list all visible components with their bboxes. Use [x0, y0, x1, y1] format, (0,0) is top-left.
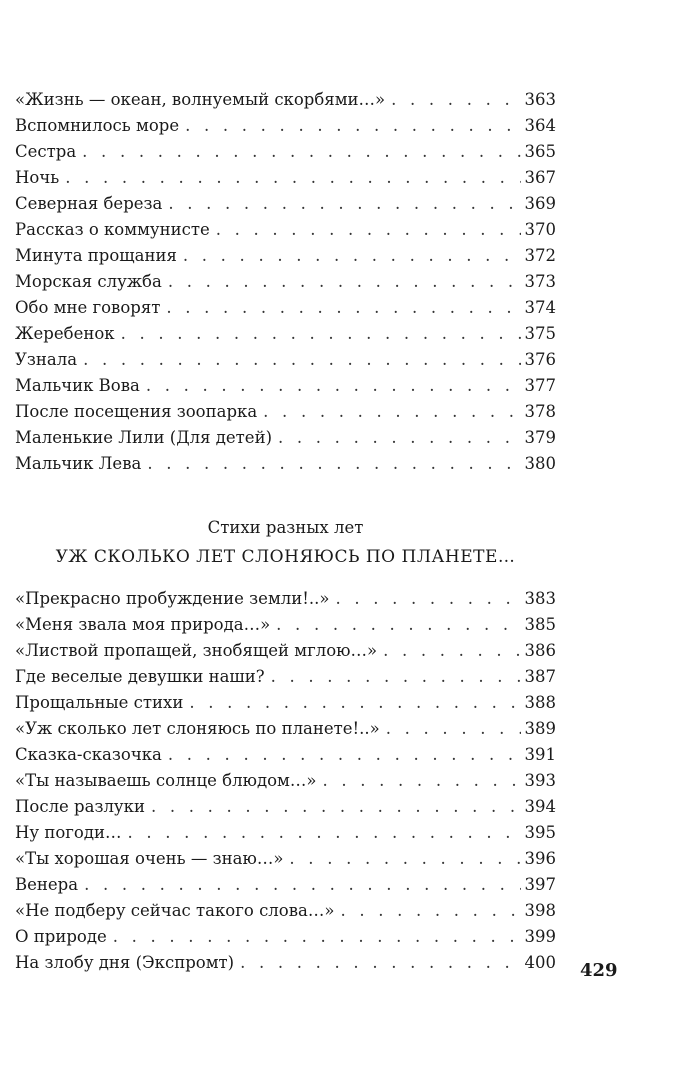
toc-entry [15, 139, 556, 165]
toc-entry [15, 742, 556, 768]
toc-entry [15, 113, 556, 139]
toc-entry [15, 217, 556, 243]
toc-entry-page: 387 [524, 667, 556, 686]
toc-entry [15, 347, 556, 373]
toc-entry [15, 586, 556, 612]
dot-leader [183, 243, 521, 269]
dot-leader [128, 820, 521, 846]
toc-entry-page: 399 [524, 927, 556, 946]
toc-entry-page: 396 [524, 849, 556, 868]
toc-entry-title: Прощальные стихи [15, 693, 184, 712]
toc-entry-page: 393 [524, 771, 556, 790]
toc-entry-page: 376 [524, 350, 556, 369]
toc-entry [15, 768, 556, 794]
section-subtitle: Стихи разных лет [207, 518, 364, 537]
dot-leader [322, 768, 520, 794]
toc-entry [15, 794, 556, 820]
dot-leader [271, 664, 521, 690]
toc-entry-page: 363 [524, 90, 556, 109]
dot-leader [185, 113, 520, 139]
toc-entry-page: 386 [524, 641, 556, 660]
toc-entry-page: 383 [524, 589, 556, 608]
toc-entry-title: Сестра [15, 142, 77, 161]
toc-entry-title: «Листвой пропащей, знобящей мглою…» [15, 641, 378, 660]
toc-entry [15, 243, 556, 269]
toc-entry-title: После разлуки [15, 797, 145, 816]
toc-entry-title: Вспомнилось море [15, 116, 180, 135]
toc-entry-page: 394 [524, 797, 556, 816]
toc-entry-title: Ночь [15, 168, 60, 187]
toc-entry-title: Узнала [15, 350, 78, 369]
toc-entry [15, 425, 556, 451]
dot-leader [146, 373, 521, 399]
toc-entry [15, 87, 556, 113]
dot-leader [386, 716, 521, 742]
toc-entry-page: 380 [524, 454, 556, 473]
dot-leader [82, 139, 520, 165]
toc-entry-title: Северная береза [15, 194, 163, 213]
toc-entry [15, 820, 556, 846]
dot-leader [151, 794, 521, 820]
dot-leader [335, 586, 520, 612]
toc-entry-title: На злобу дня (Экспромт) [15, 953, 235, 972]
toc-entry-title: Ну погоди… [15, 823, 122, 842]
toc-entry-title: После посещения зоопарка [15, 402, 258, 421]
toc-entry-page: 374 [524, 298, 556, 317]
toc-entry-title: «Жизнь — океан, волнуемый скорбями…» [15, 90, 386, 109]
toc-entry-title: О природе [15, 927, 107, 946]
section-title: УЖ СКОЛЬКО ЛЕТ СЛОНЯЮСЬ ПО ПЛАНЕТЕ… [55, 547, 516, 567]
toc-entry-title: Мальчик Лева [15, 454, 142, 473]
dot-leader [276, 612, 520, 638]
toc-entry [15, 716, 556, 742]
toc-entry-title: Маленькие Лили (Для детей) [15, 428, 273, 447]
dot-leader [121, 321, 521, 347]
toc-entry-page: 370 [524, 220, 556, 239]
toc-entry-page: 369 [524, 194, 556, 213]
toc-entry-page: 365 [524, 142, 556, 161]
toc-entry [15, 165, 556, 191]
toc-entry-title: Минута прощания [15, 246, 177, 265]
dot-leader [289, 846, 520, 872]
toc-entry-page: 398 [524, 901, 556, 920]
toc-entry-page: 400 [524, 953, 556, 972]
toc-entry-title: «Ты называешь солнце блюдом…» [15, 771, 317, 790]
toc-list-part-2 [15, 586, 556, 976]
dot-leader [147, 451, 520, 477]
dot-leader [113, 924, 521, 950]
toc-entry-title: Сказка-сказочка [15, 745, 162, 764]
toc-entry [15, 638, 556, 664]
toc-list-part-1 [15, 87, 556, 477]
toc-entry [15, 269, 556, 295]
toc-entry-title: «Меня звала моя природа…» [15, 615, 271, 634]
toc-entry-title: Обо мне говорят [15, 298, 161, 317]
toc-entry [15, 872, 556, 898]
toc-entry-page: 378 [524, 402, 556, 421]
toc-entry-page: 379 [524, 428, 556, 447]
dot-leader [65, 165, 520, 191]
toc-entry [15, 846, 556, 872]
toc-entry [15, 924, 556, 950]
toc-entry-page: 395 [524, 823, 556, 842]
toc-entry [15, 191, 556, 217]
toc-entry-title: «Ты хорошая очень — знаю…» [15, 849, 284, 868]
toc-entry-title: «Прекрасно пробуждение земли!..» [15, 589, 330, 608]
toc-entry [15, 321, 556, 347]
dot-leader [168, 742, 521, 768]
dot-leader [391, 87, 520, 113]
toc-entry-title: Рассказ о коммунисте [15, 220, 210, 239]
toc-entry-title: «Не подберу сейчас такого слова…» [15, 901, 335, 920]
dot-leader [83, 347, 520, 373]
toc-entry-page: 388 [524, 693, 556, 712]
toc-entry [15, 664, 556, 690]
toc-entry [15, 612, 556, 638]
dot-leader [383, 638, 520, 664]
toc-entry-page: 385 [524, 615, 556, 634]
toc-entry-title: Мальчик Вова [15, 376, 140, 395]
toc-entry [15, 950, 556, 976]
toc-entry-page: 391 [524, 745, 556, 764]
toc-entry-title: Жеребенок [15, 324, 115, 343]
toc-entry [15, 373, 556, 399]
toc-entry-page: 372 [524, 246, 556, 265]
dot-leader [166, 295, 520, 321]
dot-leader [240, 950, 520, 976]
dot-leader [189, 690, 520, 716]
dot-leader [216, 217, 521, 243]
toc-entry [15, 451, 556, 477]
toc-entry-page: 377 [524, 376, 556, 395]
toc-entry [15, 898, 556, 924]
toc-entry-page: 375 [524, 324, 556, 343]
dot-leader [84, 872, 520, 898]
toc-entry [15, 399, 556, 425]
dot-leader [263, 399, 520, 425]
toc-entry-page: 397 [524, 875, 556, 894]
page-number: 429 [580, 960, 618, 981]
dot-leader [168, 269, 521, 295]
toc-entry-title: «Уж сколько лет слоняюсь по планете!..» [15, 719, 380, 738]
dot-leader [340, 898, 520, 924]
toc-entry-page: 389 [524, 719, 556, 738]
toc-entry [15, 690, 556, 716]
toc-entry-page: 367 [524, 168, 556, 187]
dot-leader [278, 425, 520, 451]
toc-entry-title: Морская служба [15, 272, 162, 291]
toc-entry [15, 295, 556, 321]
toc-entry-title: Венера [15, 875, 79, 894]
toc-entry-page: 373 [524, 272, 556, 291]
toc-entry-title: Где веселые девушки наши? [15, 667, 265, 686]
toc-entry-page: 364 [524, 116, 556, 135]
dot-leader [168, 191, 520, 217]
